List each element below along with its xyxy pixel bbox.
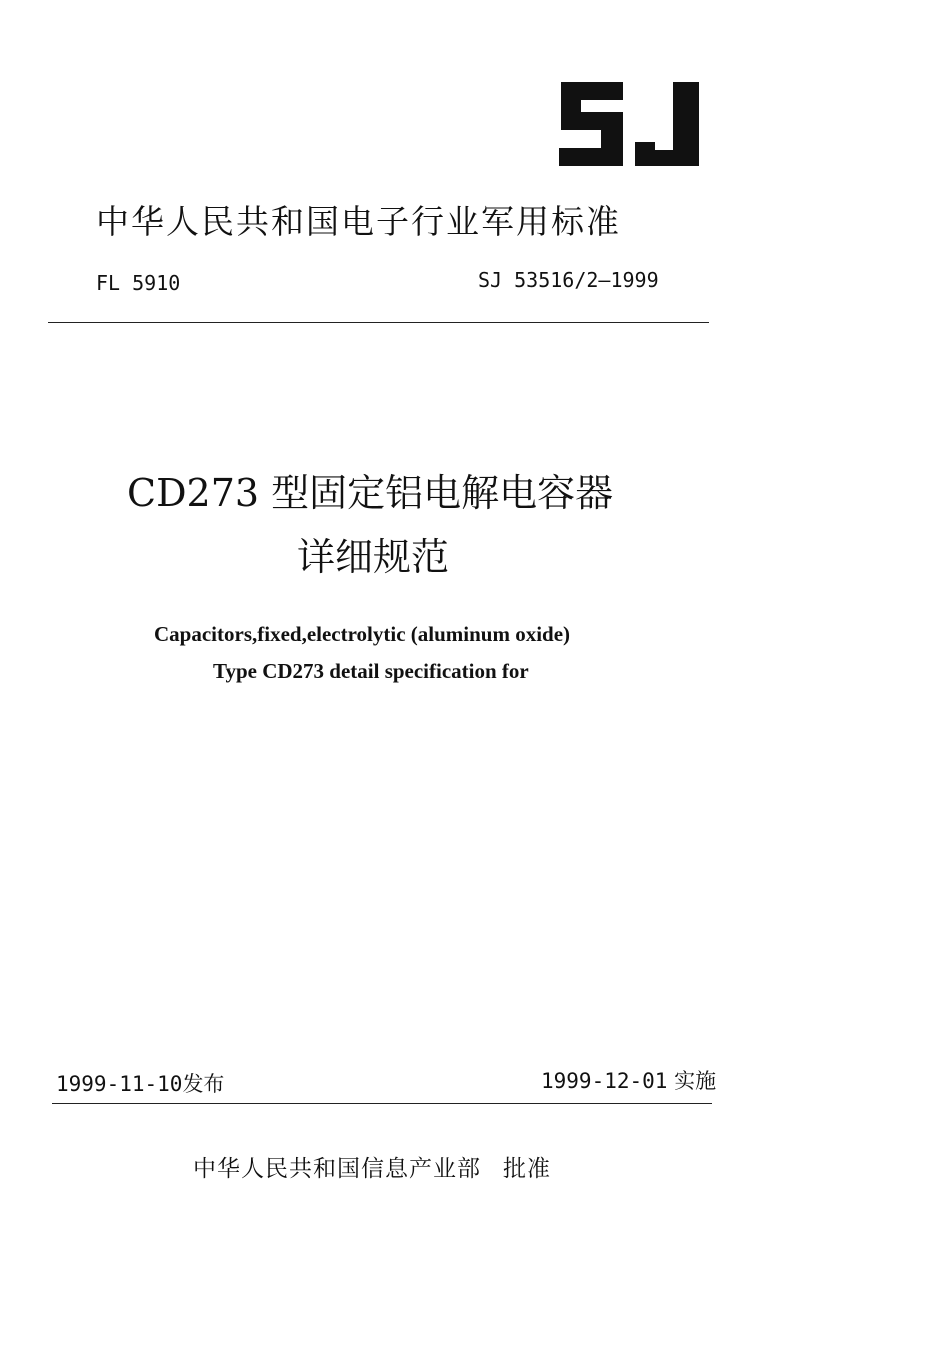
approver-block bbox=[193, 1150, 551, 1183]
issue-date: 1999-11-10 bbox=[56, 1072, 183, 1096]
approve-label: 批准 bbox=[503, 1156, 551, 1182]
logo-letter-j bbox=[635, 82, 699, 166]
issue-label: 发布 bbox=[182, 1072, 225, 1096]
sj-logo bbox=[553, 70, 713, 170]
chinese-title-line-1: CD273 型固定铝电解电容器 bbox=[127, 471, 614, 515]
approving-authority: 中华人民共和国信息产业部 bbox=[193, 1156, 481, 1182]
implementation-label: 实施 bbox=[674, 1069, 717, 1093]
footer-divider bbox=[52, 1103, 712, 1104]
english-title-line-2: Type CD273 detail specification for bbox=[213, 659, 529, 683]
issue-date-block bbox=[56, 1068, 224, 1098]
standard-category-title: 中华人民共和国电子行业军用标准 bbox=[96, 202, 621, 241]
chinese-title-line-2: 详细规范 bbox=[297, 535, 450, 579]
implementation-date: 1999-12-01 bbox=[541, 1069, 668, 1093]
standard-number: SJ 53516/2—1999 bbox=[478, 268, 659, 292]
implementation-date-block bbox=[541, 1065, 716, 1095]
fl-classification-code: FL 5910 bbox=[96, 271, 181, 295]
logo-letter-s bbox=[559, 82, 623, 166]
english-title-line-1: Capacitors,fixed,electrolytic (aluminum oxide) bbox=[154, 622, 571, 646]
header-divider bbox=[48, 322, 709, 323]
